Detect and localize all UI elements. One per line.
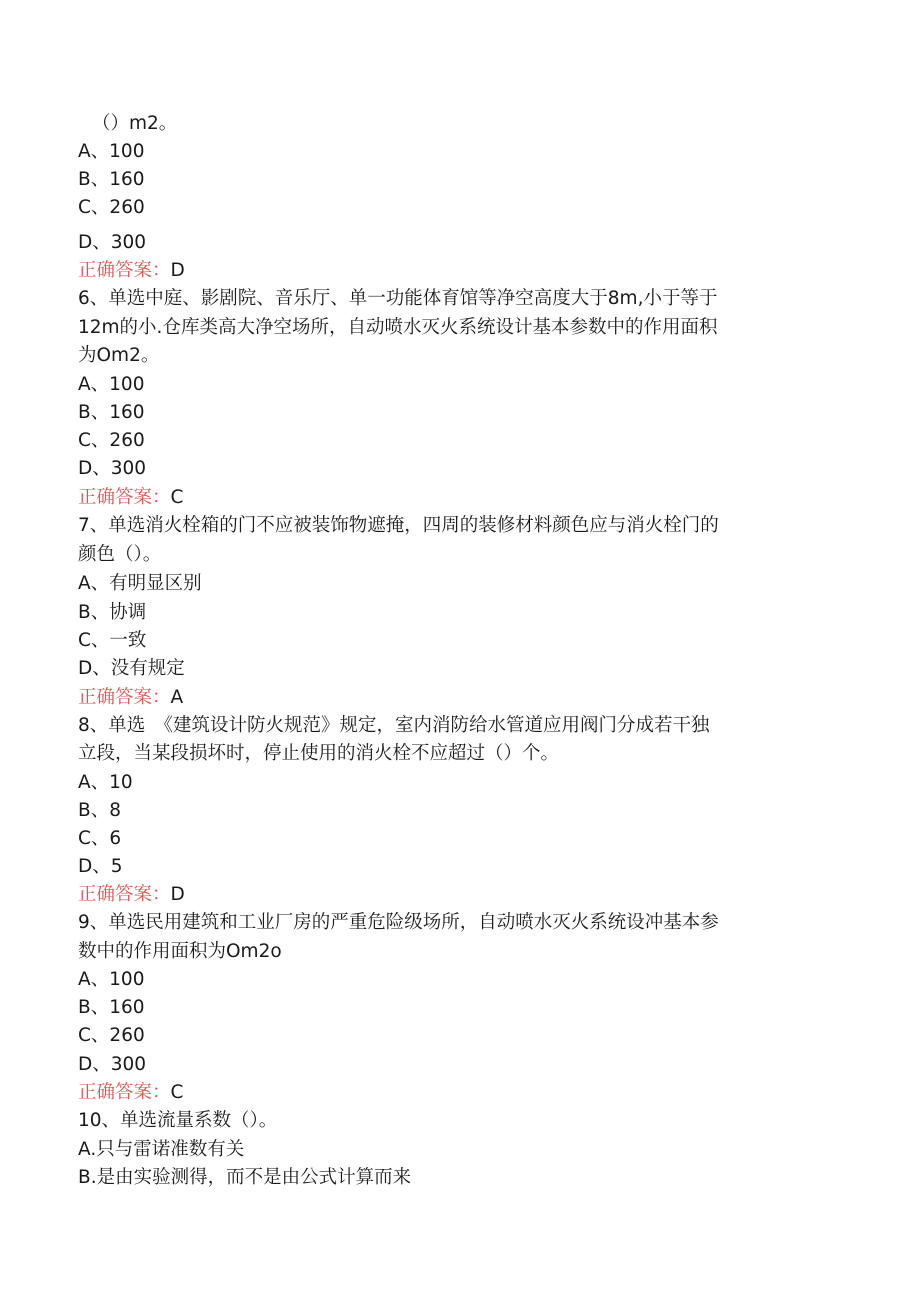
question-10-option-b: B.是由实验测得，而不是由公式计算而来 <box>78 1167 412 1188</box>
answer-label: 正确答案： <box>78 687 171 708</box>
question-5-option-d: D、300 <box>78 232 147 253</box>
question-9-stem-line1: 9、单选民用建筑和工业厂房的严重危险级场所，自动喷水灭火系统设冲基本参 <box>78 912 719 933</box>
question-5-option-b: B、160 <box>78 169 145 190</box>
answer-value: C <box>170 487 184 508</box>
question-8-option-a: A、10 <box>78 772 133 793</box>
question-8-stem-line1: 8、单选 《建筑设计防火规范》规定，室内消防给水管道应用阀门分成若干独 <box>78 715 710 736</box>
question-8-option-d: D、5 <box>78 856 123 877</box>
question-9-option-d: D、300 <box>78 1054 147 1075</box>
question-5-answer <box>78 258 185 284</box>
question-6-answer <box>78 485 183 511</box>
question-6-stem-line1: 6、单选中庭、影剧院、音乐厅、单一功能体育馆等净空高度大于8m,小于等于 <box>78 288 718 309</box>
question-5-stem-tail: （）m2。 <box>92 113 178 134</box>
answer-value: A <box>170 687 184 708</box>
question-7-stem-line1: 7、单选消火栓箱的门不应被装饰物遮掩，四周的装修材料颜色应与消火栓门的 <box>78 515 719 536</box>
answer-value: C <box>170 1082 184 1103</box>
question-7-option-d: D、没有规定 <box>78 658 185 679</box>
question-6-option-c: C、260 <box>78 430 145 451</box>
answer-label: 正确答案： <box>78 487 171 508</box>
question-10-stem: 10、单选流量系数（）。 <box>78 1110 278 1131</box>
question-7-stem-line2: 颜色（）。 <box>78 544 162 565</box>
question-5-option-a: A、100 <box>78 141 145 162</box>
question-9-option-a: A、100 <box>78 969 145 990</box>
question-9-answer <box>78 1080 183 1106</box>
question-6-stem-line3: 为Om2。 <box>78 345 160 366</box>
answer-value: D <box>170 260 185 281</box>
question-8-option-b: B、8 <box>78 800 121 821</box>
question-8-stem-line2: 立段，当某段损坏时，停止使用的消火栓不应超过（）个。 <box>78 743 560 764</box>
question-6-option-b: B、160 <box>78 402 145 423</box>
question-10-option-a: A.只与雷诺准数有关 <box>78 1139 245 1160</box>
question-7-option-b: B、协调 <box>78 602 147 623</box>
question-5-option-c: C、260 <box>78 197 145 218</box>
answer-label: 正确答案： <box>78 260 171 281</box>
question-8-option-c: C、6 <box>78 828 122 849</box>
question-9-stem-line2: 数中的作用面积为Om2o <box>78 941 282 962</box>
answer-value: D <box>170 884 185 905</box>
question-7-option-c: C、一致 <box>78 630 147 651</box>
question-9-option-b: B、160 <box>78 997 145 1018</box>
question-6-option-d: D、300 <box>78 458 147 479</box>
question-6-stem-line2: 12m的小.仓库类高大净空场所，自动喷水灭火系统设计基本参数中的作用面积 <box>78 317 718 338</box>
answer-label: 正确答案： <box>78 884 171 905</box>
question-9-option-c: C、260 <box>78 1025 145 1046</box>
question-8-answer <box>78 882 185 908</box>
question-7-answer <box>78 685 183 711</box>
answer-label: 正确答案： <box>78 1082 171 1103</box>
question-7-option-a: A、有明显区别 <box>78 573 202 594</box>
question-6-option-a: A、100 <box>78 374 145 395</box>
